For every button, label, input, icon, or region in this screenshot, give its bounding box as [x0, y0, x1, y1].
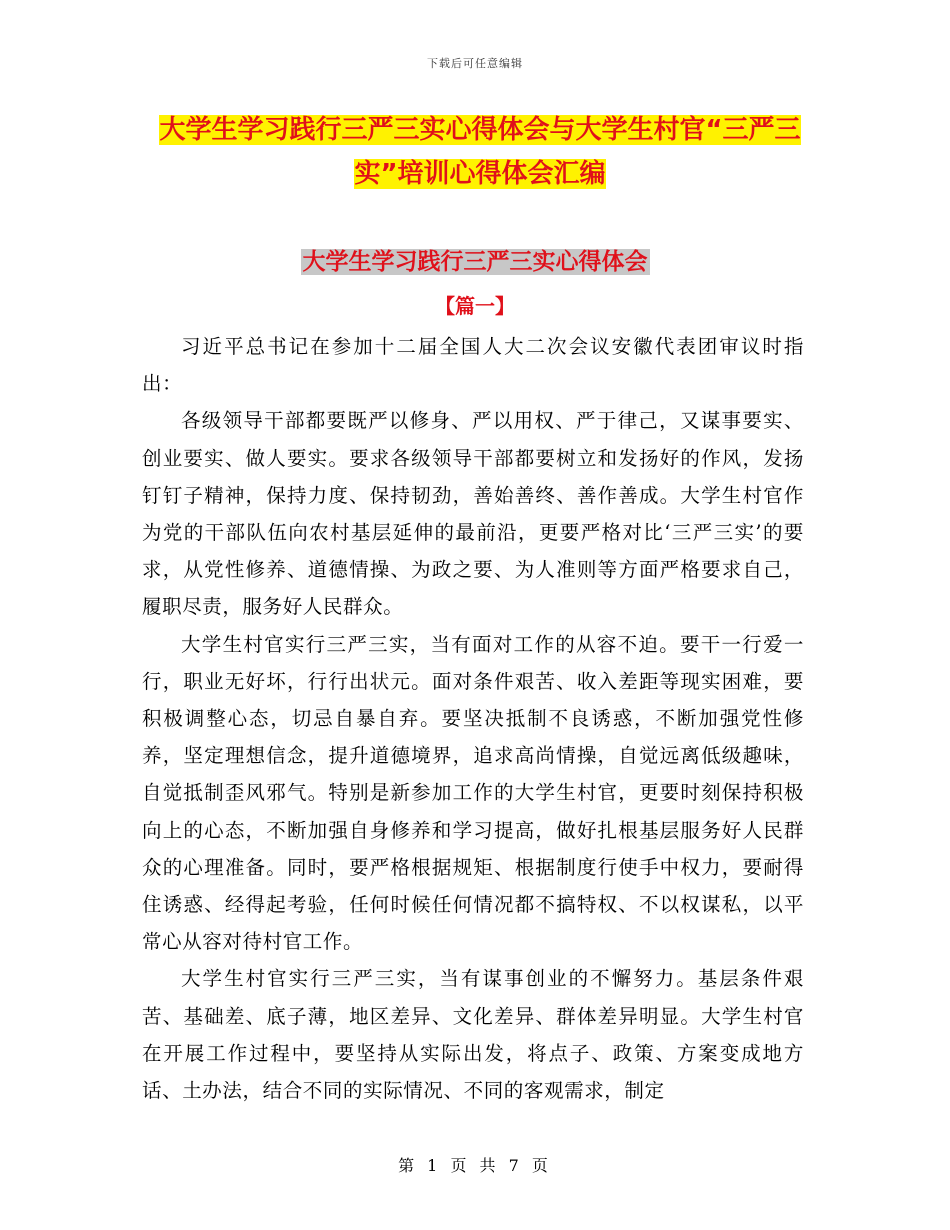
- document-title: [140, 108, 820, 196]
- section-title: [0, 244, 950, 280]
- section-title-text: 大学生学习践行三严三实心得体会: [302, 249, 648, 275]
- body-text: [142, 328, 804, 1109]
- header-note: 下载后可任意编辑: [427, 57, 523, 70]
- paragraph: 各级领导干部都要既严以修身、严以用权、严于律己，又谋事要实、创业要实、做人要实。要求各级领导干部都要树立和发扬好的作风，发扬钉钉子精神，保持力度、保持韧劲，善始善终、善作善成。大学生村官作为党的干部队伍向农村基层延伸的最前沿，更要严格对比‘三严三实’的要求，从党性修养、道德情操、为政之要、为人准则等方面严格要求自己，履职尽责，服务好人民群众。: [142, 409, 804, 619]
- paragraph: 大学生村官实行三严三实，当有谋事创业的不懈努力。基层条件艰苦、基础差、底子薄，地区差异、文化差异、群体差异明显。大学生村官在开展工作过程中，要坚持从实际出发，将点子、政策、方案变成地方话、土办法，结合不同的实际情况、不同的客观需求，制定: [142, 967, 804, 1103]
- page-footer: 第 1 页 共 7 页: [398, 1156, 552, 1175]
- paragraph: 大学生村官实行三严三实，当有面对工作的从容不迫。要干一行爱一行，职业无好坏，行行出状元。面对条件艰苦、收入差距等现实困难，要积极调整心态，切忌自暴自弃。要坚决抵制不良诱惑，不断加强党性修养，坚定理想信念，提升道德境界，追求高尚情操，自觉远离低级趣味，自觉抵制歪风邪气。特别是新参加工作的大学生村官，更要时刻保持积极向上的心态，不断加强自身修养和学习提高，做好扎根基层服务好人民群众的心理准备。同时，要严格根据规矩、根据制度行使手中权力，要耐得住诱惑、经得起考验，任何时候任何情况都不搞特权、不以权谋私，以平常心从容对待村官工作。: [142, 632, 804, 954]
- paragraph: 习近平总书记在参加十二届全国人大二次会议安徽代表团审议时指出：: [142, 335, 804, 396]
- part-label: 【篇一】: [435, 294, 515, 318]
- document-title-text: 大学生学习践行三严三实心得体会与大学生村官“三严三实”培训心得体会汇编: [159, 115, 801, 189]
